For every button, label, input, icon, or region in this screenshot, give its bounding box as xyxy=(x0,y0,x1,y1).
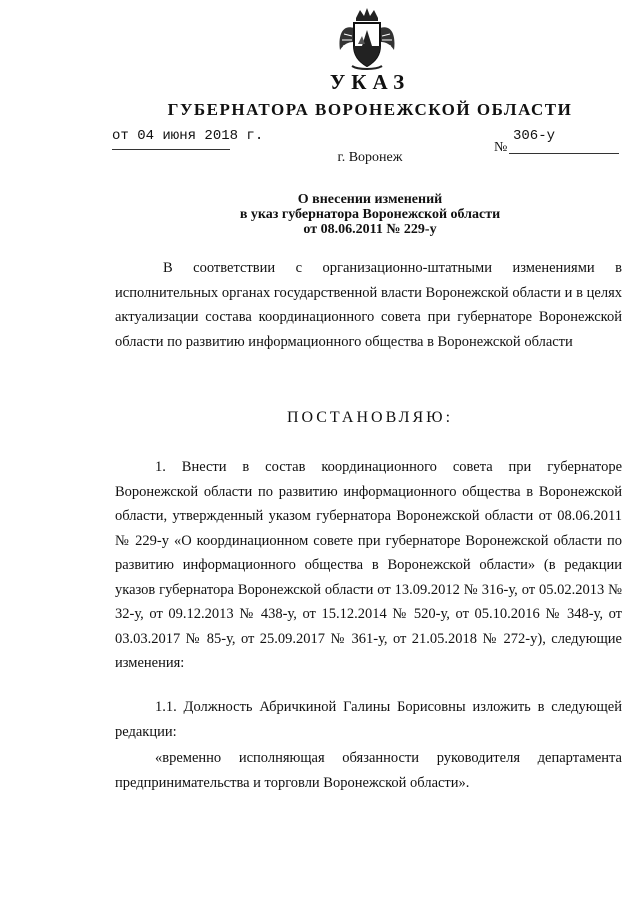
preamble-paragraph: В соответствии с организационно-штатными изменениями в исполнительных органах государственной власти Воронежской области и в целях актуализации состава координационного совета при губернаторе Воронежской области по развитию информационного общества в Воронежской области xyxy=(115,260,622,350)
document-type-heading: УКАЗ xyxy=(329,70,411,94)
decree-word: ПОСТАНОВЛЯЮ: xyxy=(286,409,454,426)
city-label: г. Воронеж xyxy=(337,150,403,165)
title-line-1: О внесении изменений xyxy=(297,192,443,207)
issuer-heading: ГУБЕРНАТОРА ВОРОНЕЖСКОЙ ОБЛАСТИ xyxy=(167,100,573,119)
number-sign: № xyxy=(494,140,508,155)
document-number: 306-у xyxy=(513,128,556,144)
item-1-1-quote-paragraph: «временно исполняющая обязанности руководителя департамента предпринимательства и торговли Воронежской области». xyxy=(115,750,622,791)
document-title xyxy=(120,192,620,237)
coat-of-arms-emblem xyxy=(334,6,400,72)
document-date: от 04 июня 2018 г. xyxy=(112,128,264,144)
item-1-1-paragraph: 1.1. Должность Абричкиной Галины Борисовны изложить в следующей редакции: xyxy=(115,699,622,740)
title-line-3: от 08.06.2011 № 229-у xyxy=(303,222,437,237)
item-1-paragraph: 1. Внести в состав координационного совета при губернаторе Воронежской области по развитию информационного общества в Воронежской области, утвержденный указом губернатора Воронежской области от 08.06.2011 № 229-у «О координационном совете при губернаторе Воронежской области по развитию информационного общества в Воронежской области» (в редакции указов губернатора Воронежской области от 13.09.2012 № 316-у, от 05.02.2013 № 32-у, от 09.12.2013 № 438-у, от 15.12.2014 № 520-у, от 05.10.2016 № 348-у, от 03.03.2017 № 85-у, от 25.09.2017 № 361-у, от 21.05.2018 № 272-у), следующие изменения: xyxy=(115,459,622,671)
title-line-2: в указ губернатора Воронежской области xyxy=(239,207,501,222)
